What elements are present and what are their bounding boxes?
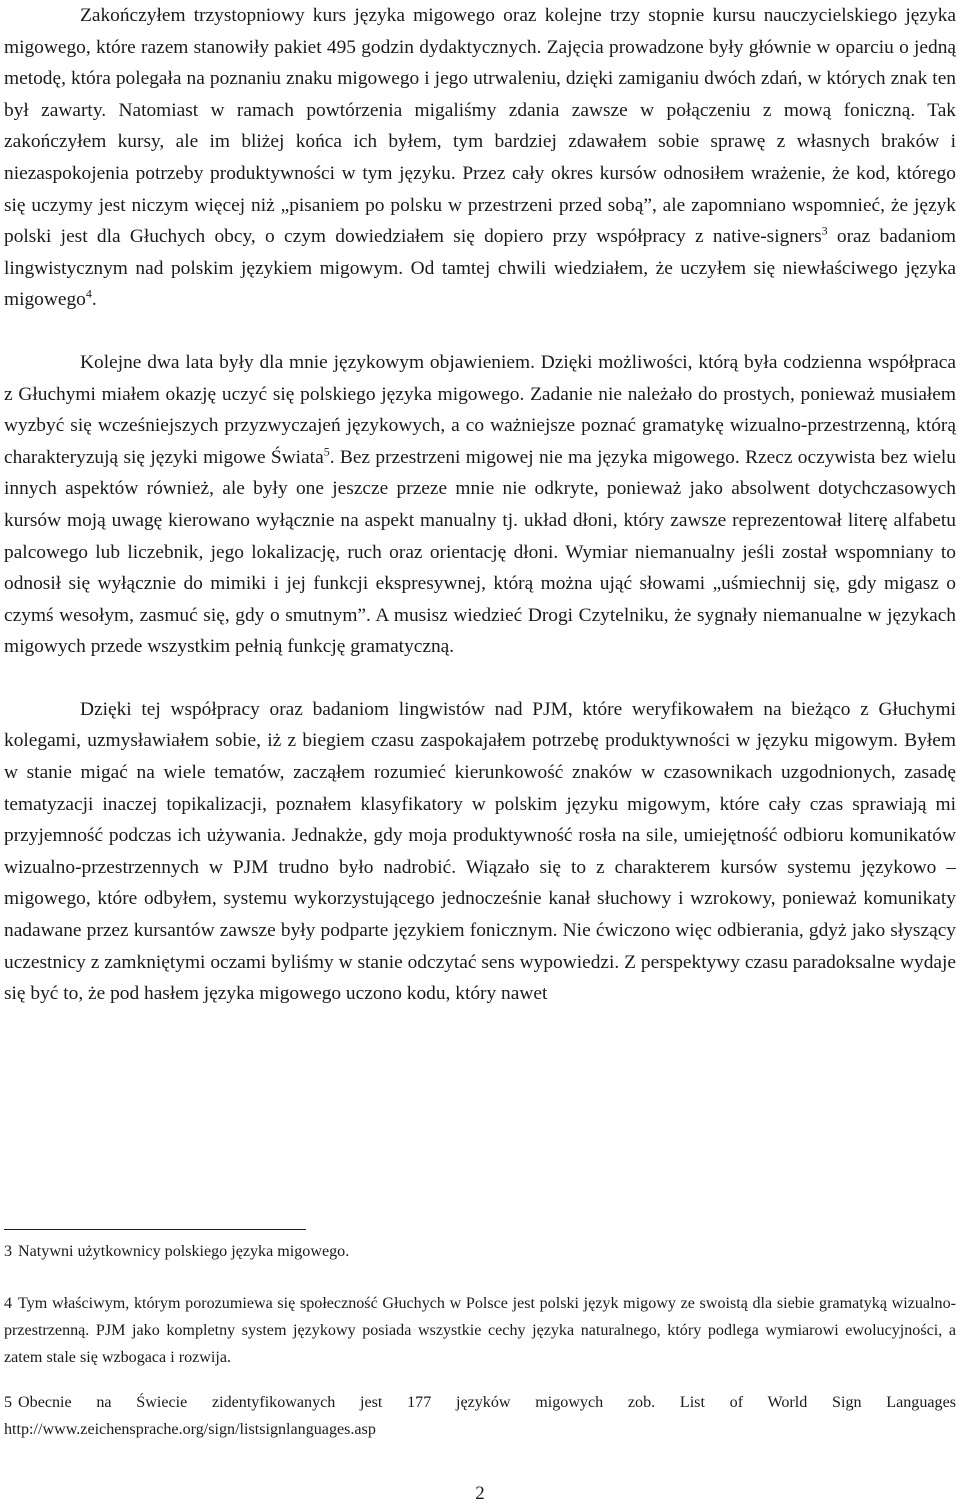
paragraph-2 [4,347,956,663]
footnote-5 [4,1389,956,1443]
paragraph-1 [4,0,956,316]
footnote-ref-3[interactable]: 3 [821,223,828,238]
footnote-text: Tym właściwym, którym porozumiewa się społeczność Głuchych w Polsce jest polski język migowy ze swoistą dla siebie gramatyką wizualno-przestrzenną. PJM jako kompletny system językowy posiada wszystkie cechy języka naturalnego, który podlega wymiarowi ewolucyjności, a zatem stale się wzbogaca i rozwija. [4,1295,956,1366]
footnote-ref-4[interactable]: 4 [85,286,92,301]
footnote-number: 3 [4,1243,13,1260]
paragraph-1-text-a: Zakończyłem trzystopniowy kurs języka migowego oraz kolejne trzy stopnie kursu nauczycielskiego języka migowego, które razem stanowiły pakiet 495 godzin dydaktycznych. Zajęcia prowadzone były głównie w oparciu o jedną metodę, która polegała na poznaniu znaku migowego i jego utrwaleniu, dzięki zamiganiu dwóch zdań, w których znak ten był zawarty. Natomiast w ramach powtórzenia migaliśmy zdania zawsze w połączeniu z mową foniczną. Tak zakończyłem kursy, ale im bliżej końca ich byłem, tym bardziej zdawałem sobie sprawę z własnych braków i niezaspokojenia potrzeby produktywności w tym języku. Przez cały okres kursów odnosiłem wrażenie, że kod, którego się uczymy jest niczym więcej niż „pisaniem po polsku w przestrzeni przed sobą”, ale zapomniano wspomnieć, że język polski jest dla Głuchych obcy, o czym dowiedziałem się dopiero przy współpracy z native-signers [4,5,956,248]
paragraph-gap [4,663,956,694]
footnote-4 [4,1290,956,1371]
footnote-separator [4,1229,306,1230]
paragraph-gap [4,316,956,347]
footnote-text: Natywni użytkownicy polskiego języka migowego. [18,1243,350,1260]
footnote-number: 5 [4,1394,13,1411]
page-number: 2 [475,1483,485,1504]
paragraph-3-text: Dzięki tej współpracy oraz badaniom lingwistów nad PJM, które weryfikowałem na bieżąco z Głuchymi kolegami, uzmysławiałem sobie, iż z biegiem czasu zaspokajałem potrzebę produktywności w języku migowym. Byłem w stanie migać na wiele tematów, zacząłem rozumieć kierunkowość znaków w czasownikach uzgodnionych, zasadę tematyzacji inaczej topikalizacji, poznałem klasyfikatory w polskim języku migowym, które cały czas sprawiają mi przyjemność podczas ich używania. Jednakże, gdy moja produktywność rosła na sile, umiejętność odbioru komunikatów wizualno-przestrzennych w PJM trudno było nadrobić. Wiązało się to z charakterem kursów systemu językowo – migowego, które odbyłem, systemu wykorzystującego jednocześnie kanał słuchowy i wzrokowy, ponieważ komunikaty nadawane przez kursantów zawsze były podparte językiem fonicznym. Nie ćwiczono więc odbierania, gdyż jako słyszący uczestnicy z zamkniętymi oczami byliśmy w stanie odczytać sens wypowiedzi. Z perspektywy czasu paradoksalne wydaje się być to, że pod hasłem języka migowego uczono kodu, który nawet [4,698,956,1005]
paragraph-2-text-b: . Bez przestrzeni migowej nie ma języka migowego. Rzecz oczywista bez wielu innych aspektów również, ale były one jeszcze przeze mnie nie odkryte, ponieważ jako absolwent dotychczasowych kursów moją uwagę kierowano wyłącznie na aspekt manualny tj. układ dłoni, który zawsze reprezentował literę alfabetu palcowego lub liczebnik, jego lokalizację, ruch oraz orientację dłoni. Wymiar niemanualny jeśli został wspomniany to odnosił się wyłącznie do mimiki i jej funkcji ekspresywnej, którą można ująć słowami „uśmiechnij się, gdy migasz o czymś wesołym, zasmuć się, gdy o smutnym”. A musisz wiedzieć Drogi Czytelniku, że sygnały niemanualne w językach migowych przede wszystkim pełnią funkcję gramatyczną. [4,446,957,658]
footnote-ref-5[interactable]: 5 [323,444,330,459]
paragraph-1-text-c: . [91,289,97,311]
paragraph-2-text-a: Kolejne dwa lata były dla mnie językowym objawieniem. Dzięki możliwości, którą była codzienna współpraca z Głuchymi miałem okazję uczyć się polskiego języka migowego. Zadanie nie należało do prostych, ponieważ musiałem wyzbyć się wcześniejszych przyzwyczajeń językowych, a co ważniejsze poznać gramatykę wizualno-przestrzenną, którą charakteryzują się języki migowe Świata [4,351,956,468]
footnote-text: Obecnie na Świecie zidentyfikowanych jest 177 języków migowych zob. List of World Sign Languages http://www.zeichensprache.org/sign/listsignlanguages.asp [4,1394,956,1438]
paragraph-3 [4,694,956,1010]
footnote-number: 4 [4,1295,13,1312]
footnote-3 [4,1238,956,1265]
paragraph-1-text-b: oraz badaniom lingwistycznym nad polskim językiem migowym. Od tamtej chwili wiedziałem, że uczyłem się niewłaściwego języka migowego [4,226,956,311]
document-page [4,0,956,1010]
